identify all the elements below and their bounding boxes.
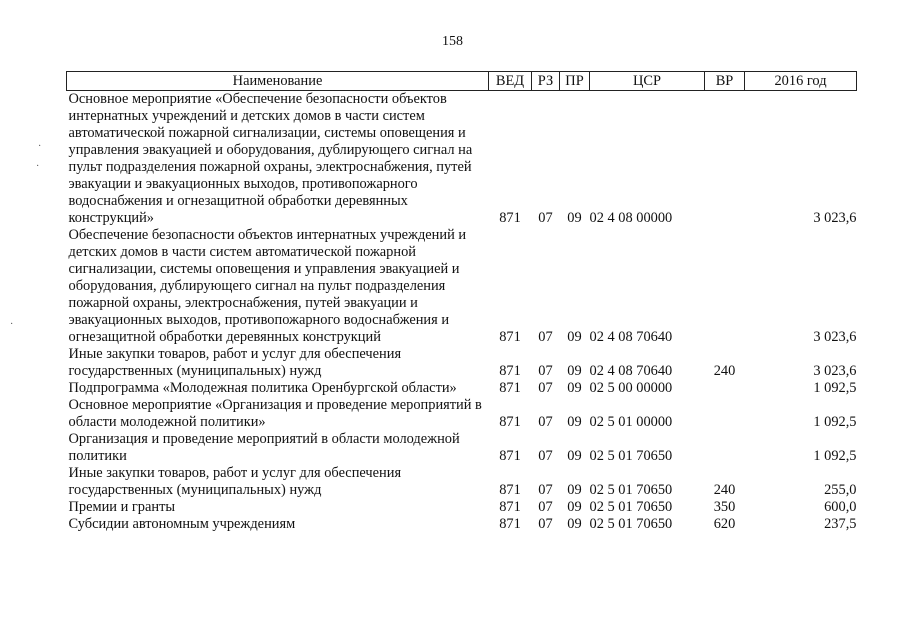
row-pr: 09 xyxy=(567,414,582,430)
row-amount: 255,0 xyxy=(824,482,857,498)
row-amount: 3 023,6 xyxy=(813,329,857,345)
row-vr xyxy=(705,380,745,397)
budget-sheet xyxy=(66,71,856,533)
header-vr: ВР xyxy=(705,72,745,91)
row-name: Премии и гранты xyxy=(68,499,176,515)
row-ved: 871 xyxy=(499,516,521,532)
table-row xyxy=(67,431,857,465)
row-vr: 350 xyxy=(713,499,736,515)
scan-mark: · xyxy=(10,319,14,330)
row-ved: 871 xyxy=(499,448,521,464)
row-csr: 02 4 08 70640 xyxy=(589,363,673,379)
row-rz: 07 xyxy=(538,380,553,396)
row-amount: 237,5 xyxy=(824,516,857,532)
row-csr: 02 5 01 70650 xyxy=(589,448,673,464)
table-row xyxy=(67,499,857,516)
row-ved: 871 xyxy=(499,210,521,226)
row-csr: 02 5 01 70650 xyxy=(589,499,673,515)
row-vr: 240 xyxy=(713,363,736,379)
row-vr xyxy=(705,397,745,431)
row-pr: 09 xyxy=(567,363,582,379)
row-csr: 02 5 01 70650 xyxy=(589,516,673,532)
row-pr: 09 xyxy=(567,482,582,498)
row-ved: 871 xyxy=(499,482,521,498)
scan-mark: · xyxy=(38,141,42,152)
row-amount: 3 023,6 xyxy=(813,210,857,226)
row-ved: 871 xyxy=(499,363,521,379)
header-name: Наименование xyxy=(67,72,489,91)
table-row xyxy=(67,465,857,499)
row-amount: 1 092,5 xyxy=(813,380,857,396)
row-pr: 09 xyxy=(567,210,582,226)
table-row xyxy=(67,346,857,380)
row-vr xyxy=(705,91,745,228)
row-pr: 09 xyxy=(567,516,582,532)
row-rz: 07 xyxy=(538,363,553,379)
header-ved: ВЕД xyxy=(489,72,532,91)
row-vr xyxy=(705,431,745,465)
row-csr: 02 4 08 00000 xyxy=(589,210,673,226)
row-rz: 07 xyxy=(538,482,553,498)
row-ved: 871 xyxy=(499,380,521,396)
row-pr: 09 xyxy=(567,499,582,515)
row-amount: 1 092,5 xyxy=(813,414,857,430)
row-ved: 871 xyxy=(499,414,521,430)
row-name: Субсидии автономным учреждениям xyxy=(68,516,296,532)
row-ved: 871 xyxy=(499,329,521,345)
page-number: 158 xyxy=(442,34,463,49)
row-name: Основное мероприятие «Организация и проведение мероприятий в области молодежной политики» xyxy=(68,397,482,430)
row-ved: 871 xyxy=(499,499,521,515)
row-amount: 600,0 xyxy=(824,499,857,515)
row-amount: 1 092,5 xyxy=(813,448,857,464)
row-name: Организация и проведение мероприятий в области молодежной политики xyxy=(68,431,460,464)
row-rz: 07 xyxy=(538,414,553,430)
table-row xyxy=(67,91,857,228)
row-csr: 02 4 08 70640 xyxy=(589,329,673,345)
row-vr xyxy=(705,227,745,346)
row-csr: 02 5 01 70650 xyxy=(589,482,673,498)
row-pr: 09 xyxy=(567,329,582,345)
header-rz: РЗ xyxy=(532,72,560,91)
row-rz: 07 xyxy=(538,210,553,226)
header-pr: ПР xyxy=(560,72,590,91)
row-name: Иные закупки товаров, работ и услуг для обеспечения государственных (муниципальных) нужд xyxy=(68,346,402,379)
row-csr: 02 5 01 00000 xyxy=(589,414,673,430)
row-rz: 07 xyxy=(538,516,553,532)
table-row xyxy=(67,516,857,533)
budget-table xyxy=(66,71,857,533)
header-csr: ЦСР xyxy=(590,72,705,91)
row-name: Основное мероприятие «Обеспечение безопасности объектов интернатных учреждений и детских домов в части систем автоматической пожарной сигнализации, системы оповещения и управления эвакуацией и оборудования, дублирующего сигнал на пульт подразделения пожарной охраны, электроснабжения, путей эвакуации и эвакуационных выходов, противопожарного водоснабжения и огнезащитной обработки деревянных конструкций» xyxy=(68,91,473,226)
table-header-row xyxy=(67,72,857,91)
row-rz: 07 xyxy=(538,329,553,345)
row-vr: 240 xyxy=(713,482,736,498)
row-amount: 3 023,6 xyxy=(813,363,857,379)
table-row xyxy=(67,380,857,397)
table-row xyxy=(67,397,857,431)
row-csr: 02 5 00 00000 xyxy=(589,380,673,396)
row-name: Обеспечение безопасности объектов интернатных учреждений и детских домов в части систем автоматической пожарной сигнализации, системы оповещения и управления эвакуацией и оборудования, дублирующего сигнал на пульт подразделения пожарной охраны, электроснабжения, путей эвакуации и эвакуационных выходов, противопожарного водоснабжения и огнезащитной обработки деревянных конструкций xyxy=(68,227,467,345)
row-rz: 07 xyxy=(538,448,553,464)
row-vr: 620 xyxy=(713,516,736,532)
row-pr: 09 xyxy=(567,448,582,464)
row-pr: 09 xyxy=(567,380,582,396)
header-year: 2016 год xyxy=(745,72,857,91)
row-rz: 07 xyxy=(538,499,553,515)
table-row xyxy=(67,227,857,346)
row-name: Подпрограмма «Молодежная политика Оренбургской области» xyxy=(68,380,457,396)
scan-mark: · xyxy=(36,161,40,172)
row-name: Иные закупки товаров, работ и услуг для обеспечения государственных (муниципальных) нужд xyxy=(68,465,402,498)
